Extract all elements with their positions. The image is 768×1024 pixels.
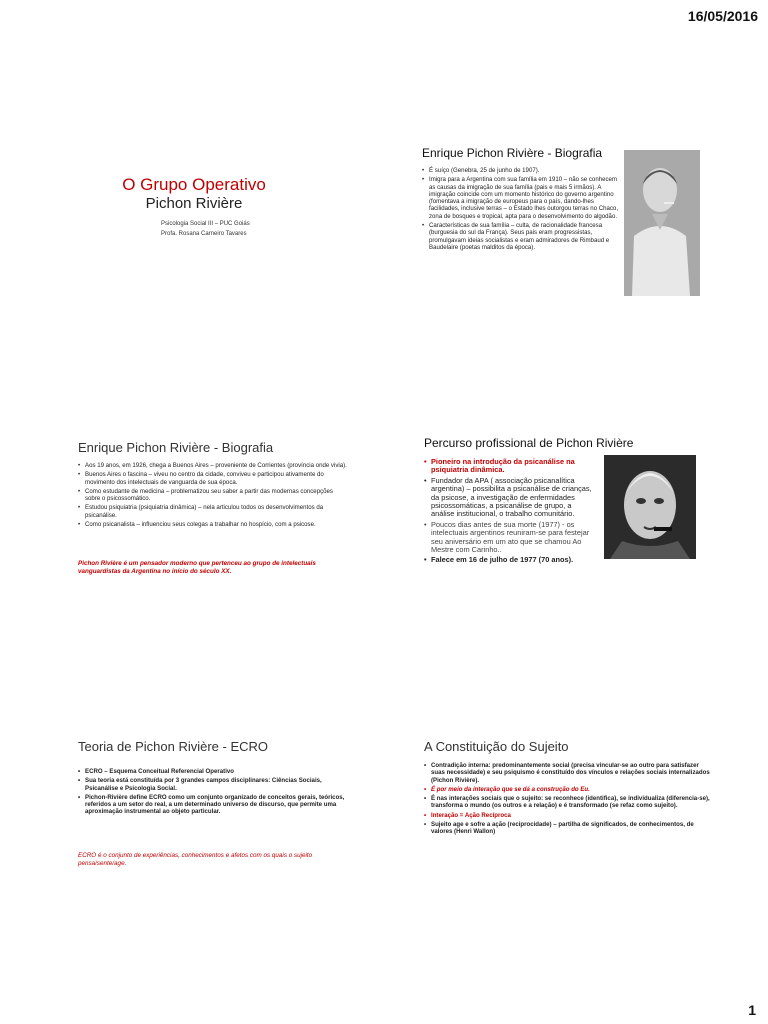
page-number: 1 (748, 1002, 756, 1018)
slide-heading: Enrique Pichon Rivière - Biografia (78, 440, 274, 455)
slide-ecro (14, 725, 374, 995)
list-item: • Como psicanalista – influenciou seus colegas a trabalhar no hospício, com a psicose. (78, 521, 348, 528)
list-item: • Como estudante de medicina – problematizou seu saber a partir das modernas concepções sobre o psicossomático. (78, 488, 348, 503)
bullet-list (422, 167, 618, 253)
portrait-photo-old (604, 455, 696, 559)
list-item: • Contradição interna: predominantemente social (precisa vincular-se ao outro para satisfazer suas necessidade) e seu psiquismo é constituído dos vínculos e relações sociais internalizados (Pichon Rivière). (424, 762, 714, 784)
slide-heading: Teoria de Pichon Rivière - ECRO (78, 739, 269, 754)
list-item: • Imigra para a Argentina com sua família em 1910 – não se conhecem as causas da imigração de sua família (pais e mais 5 irmãos). A imigração coincide com um momento histórico do governo argentino (fomentava a imigração de europeus para o país, dando-lhes facilidades, inclusive terras – o Estado lhes outorgou terras no Chaco, zona de bosques e tropical, apta para o desenvolvimento do algodão. (422, 176, 618, 220)
list-item: • Buenos Aires o fascina – viveu no centro da cidade, conviveu e participou ativamente do movimento dos intelectuais de vanguarda de sua época. (78, 471, 348, 486)
slide-heading: Percurso profissional de Pichon Rivière (424, 436, 634, 450)
list-item: • Falece em 16 de julho de 1977 (70 anos). (424, 556, 592, 564)
list-item: • Estudou psiquiatria (psiquiatria dinâmica) – nela articulou todos os desenvolvimentos da psicanálise. (78, 504, 348, 519)
teacher-label: Profa. Rosana Carneiro Tavares (161, 231, 247, 237)
list-item: • Pichon-Rivière define ECRO como um conjunto organizado de conceitos gerais, teóricos, referidos a um setor do real, a um determinado universo de discurso, que permite uma aproximação instrumental ao objeto particular. (78, 794, 348, 816)
list-item: • Fundador da APA ( associação psicanalítica argentina) – possibilita a psicanálise de crianças, da psicose, a investigação de enfermidades psicossomáticas, a psicanálise de grupo, a análise institucional, o trabalho comunitário. (424, 477, 592, 519)
list-item: • Sujeito age e sofre a ação (reciprocidade) – partilha de significados, de conhecimentos, de valores (Henri Wallon) (424, 821, 714, 836)
course-label: Psicologia Social III – PUC Goiás (161, 221, 250, 227)
slide-percurso (394, 425, 754, 695)
list-item: • Sua teoria está constituída por 3 grandes campos disciplinares: Ciências Sociais, Psicanálise e Psicologia Social. (78, 777, 348, 792)
header-date: 16/05/2016 (687, 8, 758, 24)
highlight-note: Pichon Rivière é um pensador moderno que pertenceu ao grupo de intelectuais vanguardistas da Argentina no início do século XX. (78, 560, 316, 575)
bullet-list (424, 762, 714, 838)
list-item: • Aos 19 anos, em 1926, chega a Buenos Aires – proveniente de Corrientes (província onde vivia). (78, 462, 348, 469)
slide-subtitle: Pichon Rivière (145, 195, 243, 212)
list-item: • Poucos dias antes de sua morte (1977) - os intelectuais argentinos reuniram-se para festejar seu aniversário em um ato que se chamou Ao Mestre com Carinho.. (424, 521, 592, 555)
slide-title (14, 135, 374, 405)
list-item: • Pioneiro na introdução da psicanálise na psiquiatria dinâmica. (424, 458, 592, 475)
portrait-photo-young (624, 150, 700, 296)
bullet-list (424, 458, 592, 567)
slide-heading: Enrique Pichon Rivière - Biografia (422, 146, 603, 160)
bullet-list (78, 768, 348, 818)
list-item: • ECRO – Esquema Conceitual Referencial Operativo (78, 768, 348, 775)
list-item: • Interação = Ação Recíproca (424, 812, 714, 819)
bullet-list (78, 462, 348, 530)
slide-main-title: O Grupo Operativo (122, 175, 266, 194)
slide-constituicao (394, 725, 754, 995)
list-item: • É suíço (Genebra, 25 de junho de 1907). (422, 167, 618, 174)
list-item: • É por meio da interação que se dá a construção do Eu. (424, 786, 714, 793)
highlight-note: ECRO é o conjunto de experiências, conhecimentos e afetos com os quais o sujeito pensa/sente/age. (78, 852, 313, 867)
slide-biografia-2 (14, 425, 374, 695)
list-item: • É nas interações sociais que o sujeito: se reconhece (identifica), se individualiza (diferencia-se), transforma o mundo (os outros e a relação) e é transformado (se refaz como sujeito). (424, 795, 714, 810)
slide-heading: A Constituição do Sujeito (424, 739, 569, 754)
list-item: • Características de sua família – culta, de racionalidade francesa (burguesia do sul da França). Seus pais eram progressistas, promulgavam ideias socialistas e eram admiradores de Rimbaud e Baudelaire (poetas malditos da época). (422, 222, 618, 251)
slide-biografia-1 (394, 135, 754, 405)
